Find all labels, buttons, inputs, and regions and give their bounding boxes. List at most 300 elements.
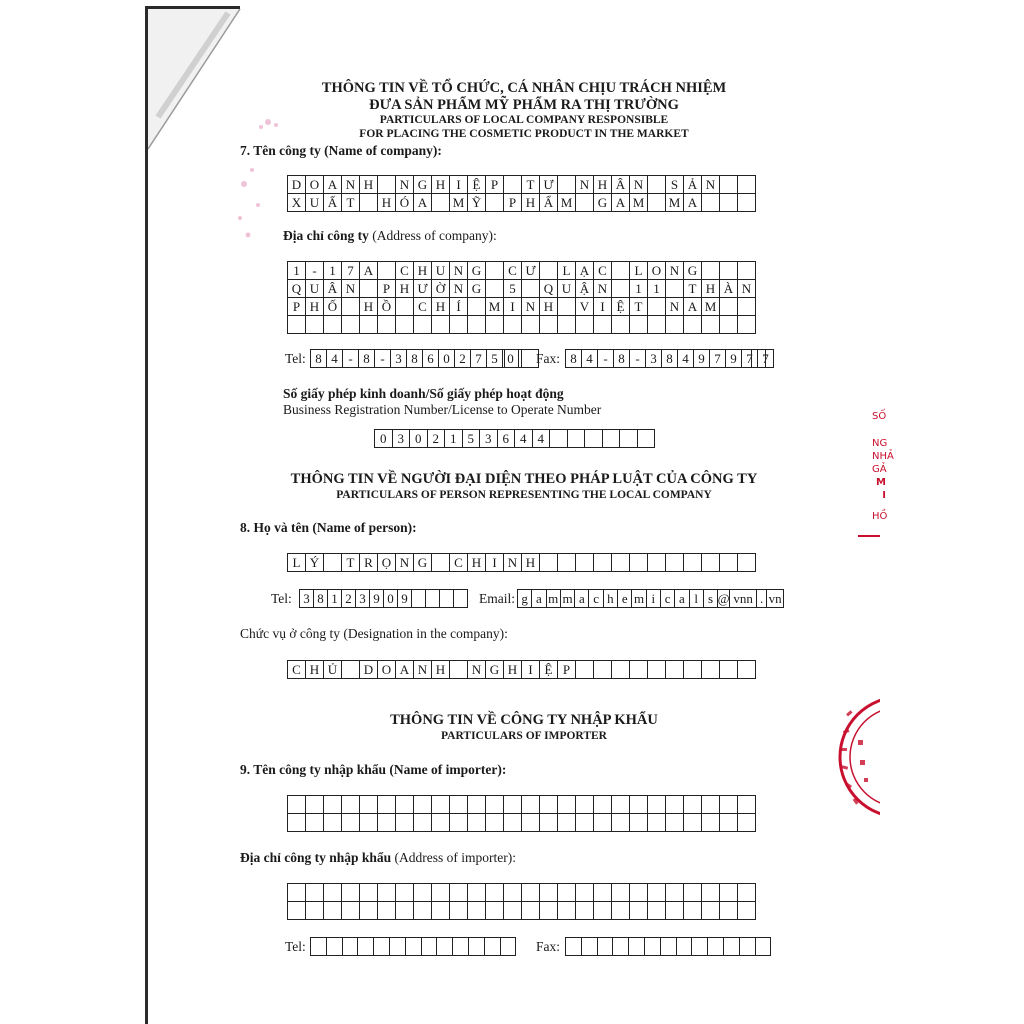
grid-cell: [702, 661, 720, 679]
grid-cell: [486, 814, 504, 832]
grid-cell: T: [522, 176, 540, 194]
grid-cell: 1: [324, 262, 342, 280]
grid-cell: N: [396, 554, 414, 572]
company-tel-label: Tel:: [285, 351, 306, 366]
grid-cell: [648, 884, 666, 902]
grid-cell: [468, 814, 486, 832]
grid-cell: [630, 554, 648, 572]
grid-cell: [390, 938, 406, 956]
grid-cell: I: [594, 298, 612, 316]
grid-cell: G: [594, 194, 612, 212]
person-name-grid[interactable]: [287, 553, 756, 572]
grid-cell: [504, 814, 522, 832]
grid-cell: [288, 796, 306, 814]
grid-cell: [738, 902, 756, 920]
grid-cell: [630, 796, 648, 814]
grid-cell: [550, 430, 568, 448]
grid-cell: i: [647, 590, 661, 608]
grid-cell: T: [684, 280, 702, 298]
grid-cell: M: [558, 194, 576, 212]
grid-cell: H: [594, 176, 612, 194]
grid-cell: [504, 796, 522, 814]
grid-cell: N: [630, 176, 648, 194]
grid-cell: 9: [694, 350, 710, 368]
grid-cell: [585, 430, 603, 448]
grid-cell: l: [690, 590, 704, 608]
grid-cell: g: [518, 590, 532, 608]
grid-cell: S: [666, 176, 684, 194]
grid-cell: .: [757, 590, 767, 608]
grid-cell: 3: [480, 430, 498, 448]
grid-cell: N: [396, 176, 414, 194]
grid-cell: [702, 194, 720, 212]
grid-cell: [630, 316, 648, 334]
grid-cell: [486, 262, 504, 280]
grid-cell: Ư: [522, 262, 540, 280]
grid-cell: A: [684, 194, 702, 212]
grid-cell: [738, 194, 756, 212]
grid-cell: [432, 194, 450, 212]
grid-cell: C: [504, 262, 522, 280]
grid-cell: Í: [450, 298, 468, 316]
grid-cell: U: [558, 280, 576, 298]
grid-cell: [720, 554, 738, 572]
grid-cell: Ả: [684, 176, 702, 194]
grid-cell: [738, 316, 756, 334]
grid-cell: [630, 814, 648, 832]
grid-cell: [720, 796, 738, 814]
grid-cell: 7: [742, 350, 758, 368]
grid-cell: [720, 194, 738, 212]
grid-cell: [414, 902, 432, 920]
grid-cell: [738, 884, 756, 902]
grid-cell: 4: [582, 350, 598, 368]
grid-cell: [612, 814, 630, 832]
grid-cell: [702, 884, 720, 902]
grid-cell: [522, 884, 540, 902]
grid-cell: [414, 884, 432, 902]
grid-cell: Ư: [414, 280, 432, 298]
grid-cell: [396, 298, 414, 316]
grid-cell: M: [666, 194, 684, 212]
grid-cell: I: [450, 176, 468, 194]
grid-cell: [486, 796, 504, 814]
grid-cell: [661, 938, 677, 956]
grid-cell: G: [414, 176, 432, 194]
grid-cell: [378, 814, 396, 832]
grid-cell: [720, 661, 738, 679]
company-tel-extra-cells[interactable]: [504, 349, 539, 368]
grid-cell: M: [486, 298, 504, 316]
grid-cell: N: [522, 298, 540, 316]
grid-cell: [378, 884, 396, 902]
grid-cell: 4: [515, 430, 533, 448]
grid-cell: O: [378, 661, 396, 679]
grid-cell: 1: [288, 262, 306, 280]
grid-cell: [648, 796, 666, 814]
grid-cell: 8: [662, 350, 678, 368]
grid-cell: [558, 554, 576, 572]
grid-cell: 7: [710, 350, 726, 368]
grid-cell: [558, 298, 576, 316]
grid-cell: [684, 902, 702, 920]
grid-cell: [720, 902, 738, 920]
grid-cell: [522, 280, 540, 298]
grid-cell: [576, 554, 594, 572]
grid-cell: [576, 661, 594, 679]
grid-cell: 3: [300, 590, 314, 608]
grid-cell: C: [414, 298, 432, 316]
importer-name-grid[interactable]: [287, 795, 756, 832]
grid-cell: 9: [398, 590, 412, 608]
importer-address-grid[interactable]: [287, 883, 756, 920]
grid-cell: N: [666, 262, 684, 280]
grid-cell: 2: [428, 430, 446, 448]
grid-cell: R: [360, 554, 378, 572]
grid-cell: [522, 316, 540, 334]
grid-cell: N: [504, 554, 522, 572]
license-number-grid[interactable]: [374, 429, 655, 448]
grid-cell: [378, 262, 396, 280]
grid-cell: Q: [540, 280, 558, 298]
grid-cell: [342, 298, 360, 316]
grid-cell: P: [378, 280, 396, 298]
grid-cell: [422, 938, 438, 956]
grid-cell: [684, 316, 702, 334]
grid-cell: 0: [410, 430, 428, 448]
grid-cell: U: [306, 194, 324, 212]
grid-cell: [630, 884, 648, 902]
designation-label: Chức vụ ở công ty (Designation in the company):: [240, 626, 508, 641]
grid-cell: P: [504, 194, 522, 212]
grid-cell: 8: [311, 350, 327, 368]
grid-cell: N: [414, 661, 432, 679]
grid-cell: [450, 884, 468, 902]
grid-cell: [558, 814, 576, 832]
grid-cell: [440, 590, 454, 608]
grid-cell: C: [594, 262, 612, 280]
grid-cell: [450, 902, 468, 920]
grid-cell: [342, 796, 360, 814]
company-address-grid[interactable]: [287, 261, 756, 334]
grid-cell: 2: [455, 350, 471, 368]
grid-cell: [576, 884, 594, 902]
grid-cell: [540, 262, 558, 280]
grid-cell: [612, 316, 630, 334]
grid-cell: Ẩ: [540, 194, 558, 212]
grid-cell: [666, 661, 684, 679]
grid-cell: Ố: [324, 298, 342, 316]
grid-cell: 1: [648, 280, 666, 298]
grid-cell: [576, 194, 594, 212]
company-name-grid[interactable]: [287, 175, 756, 212]
grid-cell: G: [468, 280, 486, 298]
grid-cell: [414, 796, 432, 814]
grid-cell: [648, 194, 666, 212]
importer-title-en: PARTICULARS OF IMPORTER: [441, 730, 607, 742]
grid-cell: [504, 902, 522, 920]
grid-cell: [666, 902, 684, 920]
grid-cell: H: [522, 194, 540, 212]
grid-cell: [360, 194, 378, 212]
grid-cell: [306, 902, 324, 920]
company-fax-grid[interactable]: [565, 349, 774, 368]
grid-cell: [454, 590, 468, 608]
grid-cell: M: [630, 194, 648, 212]
grid-cell: 4: [533, 430, 551, 448]
grid-cell: a: [532, 590, 546, 608]
grid-cell: T: [630, 298, 648, 316]
grid-cell: L: [288, 554, 306, 572]
grid-cell: [648, 554, 666, 572]
grid-cell: [324, 814, 342, 832]
grid-cell: [378, 176, 396, 194]
license-label-vi: Số giấy phép kinh doanh/Số giấy phép hoạt động: [283, 386, 564, 401]
grid-cell: Ọ: [378, 554, 396, 572]
grid-cell: [708, 938, 724, 956]
grid-cell: [342, 316, 360, 334]
grid-cell: 0: [375, 430, 393, 448]
grid-cell: [432, 796, 450, 814]
grid-cell: H: [306, 298, 324, 316]
person-email-grid[interactable]: [517, 589, 784, 608]
grid-cell: A: [414, 194, 432, 212]
grid-cell: 8: [566, 350, 582, 368]
grid-cell: D: [288, 176, 306, 194]
grid-cell: [324, 316, 342, 334]
importer-tel-label: Tel:: [285, 939, 306, 954]
grid-cell: C: [288, 661, 306, 679]
grid-cell: H: [522, 554, 540, 572]
grid-cell: N: [666, 298, 684, 316]
grid-cell: c: [661, 590, 675, 608]
grid-cell: 6: [423, 350, 439, 368]
grid-cell: [468, 298, 486, 316]
grid-cell: -: [375, 350, 391, 368]
representative-title-vi: THÔNG TIN VỀ NGƯỜI ĐẠI DIỆN THEO PHÁP LUẬT CỦA CÔNG TY: [290, 471, 758, 487]
grid-cell: Ủ: [324, 661, 342, 679]
grid-cell: [396, 814, 414, 832]
grid-cell: [594, 316, 612, 334]
importer-fax-label: Fax:: [536, 939, 561, 954]
section-title-vi-line2: ĐƯA SẢN PHẨM MỸ PHẨM RA THỊ TRƯỜNG: [369, 97, 679, 113]
grid-cell: vn: [767, 590, 784, 608]
grid-cell: [684, 814, 702, 832]
grid-cell: N: [342, 176, 360, 194]
grid-cell: [396, 884, 414, 902]
grid-cell: [684, 554, 702, 572]
grid-cell: [505, 350, 522, 368]
grid-cell: [324, 796, 342, 814]
grid-cell: 8: [614, 350, 630, 368]
grid-cell: H: [414, 262, 432, 280]
grid-cell: [414, 814, 432, 832]
grid-cell: [648, 814, 666, 832]
grid-cell: a: [575, 590, 589, 608]
grid-cell: [522, 902, 540, 920]
person-email-label: Email:: [479, 591, 515, 606]
grid-cell: [738, 176, 756, 194]
grid-cell: [594, 661, 612, 679]
grid-cell: I: [522, 661, 540, 679]
grid-cell: 5: [487, 350, 503, 368]
grid-cell: [288, 316, 306, 334]
grid-cell: [630, 902, 648, 920]
grid-cell: [432, 316, 450, 334]
company-fax-label: Fax:: [536, 351, 561, 366]
grid-cell: [684, 661, 702, 679]
grid-cell: Ệ: [612, 298, 630, 316]
section-title-vi-line1: THÔNG TIN VỀ TỔ CHỨC, CÁ NHÂN CHỊU TRÁCH NHIỆM: [321, 80, 727, 96]
grid-cell: [645, 938, 661, 956]
grid-cell: [450, 316, 468, 334]
grid-cell: [738, 262, 756, 280]
grid-cell: U: [306, 280, 324, 298]
grid-cell: [432, 884, 450, 902]
grid-cell: [396, 316, 414, 334]
grid-cell: [288, 884, 306, 902]
person-tel-label: Tel:: [271, 591, 292, 606]
importer-tel-grid[interactable]: [310, 937, 516, 956]
grid-cell: [450, 661, 468, 679]
grid-cell: [598, 938, 614, 956]
grid-cell: [558, 176, 576, 194]
company-tel-grid[interactable]: [310, 349, 519, 368]
grid-cell: [437, 938, 453, 956]
grid-cell: [684, 796, 702, 814]
grid-cell: [648, 298, 666, 316]
importer-title-vi: THÔNG TIN VỀ CÔNG TY NHẬP KHẨU: [390, 712, 658, 728]
grid-cell: H: [432, 176, 450, 194]
grid-cell: 7: [342, 262, 360, 280]
grid-cell: [738, 554, 756, 572]
grid-cell: [342, 884, 360, 902]
grid-cell: C: [396, 262, 414, 280]
grid-cell: [666, 554, 684, 572]
grid-cell: 1: [445, 430, 463, 448]
grid-cell: [740, 938, 756, 956]
grid-cell: [360, 884, 378, 902]
grid-cell: [522, 814, 540, 832]
grid-cell: [594, 554, 612, 572]
grid-cell: [594, 814, 612, 832]
grid-cell: D: [360, 661, 378, 679]
grid-cell: Ỹ: [468, 194, 486, 212]
grid-cell: a: [675, 590, 689, 608]
grid-cell: [702, 796, 720, 814]
grid-cell: [324, 554, 342, 572]
grid-cell: H: [540, 298, 558, 316]
grid-cell: [752, 350, 766, 368]
grid-cell: [522, 796, 540, 814]
grid-cell: [738, 814, 756, 832]
grid-cell: [666, 796, 684, 814]
grid-cell: [566, 938, 582, 956]
importer-fax-grid[interactable]: [565, 937, 771, 956]
grid-cell: [378, 316, 396, 334]
grid-cell: N: [468, 661, 486, 679]
grid-cell: [343, 938, 359, 956]
grid-cell: [620, 430, 638, 448]
grid-cell: vnn: [730, 590, 757, 608]
grid-cell: [702, 814, 720, 832]
company-address-label: Địa chỉ công ty (Address of company):: [283, 228, 497, 243]
grid-cell: [453, 938, 469, 956]
grid-cell: G: [684, 262, 702, 280]
grid-cell: [692, 938, 708, 956]
grid-cell: [720, 262, 738, 280]
designation-grid[interactable]: [287, 660, 756, 679]
grid-cell: [540, 884, 558, 902]
grid-cell: I: [486, 554, 504, 572]
representative-title-en: PARTICULARS OF PERSON REPRESENTING THE LOCAL COMPANY: [336, 489, 712, 501]
grid-cell: 0: [439, 350, 455, 368]
grid-cell: L: [630, 262, 648, 280]
grid-cell: [756, 938, 772, 956]
grid-cell: U: [432, 262, 450, 280]
grid-cell: [311, 938, 327, 956]
grid-cell: [666, 814, 684, 832]
company-fax-extra-cell[interactable]: [751, 349, 766, 368]
grid-cell: 2: [342, 590, 356, 608]
grid-cell: 1: [630, 280, 648, 298]
grid-cell: [738, 298, 756, 316]
grid-cell: [629, 938, 645, 956]
round-red-seal: [838, 682, 880, 832]
grid-cell: V: [576, 298, 594, 316]
person-tel-grid[interactable]: [299, 589, 468, 608]
grid-cell: [594, 884, 612, 902]
grid-cell: c: [589, 590, 603, 608]
grid-cell: s: [704, 590, 718, 608]
grid-cell: @: [717, 591, 730, 606]
grid-cell: -: [630, 350, 646, 368]
grid-cell: 3: [356, 590, 370, 608]
grid-cell: H: [360, 176, 378, 194]
grid-cell: [358, 938, 374, 956]
grid-cell: [426, 590, 440, 608]
grid-cell: 5: [504, 280, 522, 298]
grid-cell: 6: [498, 430, 516, 448]
grid-cell: H: [504, 661, 522, 679]
grid-cell: [684, 884, 702, 902]
grid-cell: [594, 902, 612, 920]
grid-cell: [486, 280, 504, 298]
grid-cell: [504, 884, 522, 902]
grid-cell: [288, 902, 306, 920]
grid-cell: [558, 902, 576, 920]
grid-cell: [540, 814, 558, 832]
grid-cell: [720, 176, 738, 194]
grid-cell: [558, 884, 576, 902]
edge-stamp-fragment: SỐ NG NHẢ GẢ M I HỒ: [872, 411, 894, 522]
grid-cell: [324, 884, 342, 902]
grid-cell: [738, 796, 756, 814]
grid-cell: [568, 430, 586, 448]
grid-cell: 9: [726, 350, 742, 368]
grid-cell: [486, 884, 504, 902]
grid-cell: Ệ: [468, 176, 486, 194]
grid-cell: M: [702, 298, 720, 316]
grid-cell: P: [558, 661, 576, 679]
grid-cell: P: [486, 176, 504, 194]
grid-cell: [720, 316, 738, 334]
grid-cell: N: [342, 280, 360, 298]
grid-cell: [630, 661, 648, 679]
grid-cell: [612, 884, 630, 902]
grid-cell: [486, 316, 504, 334]
grid-cell: H: [702, 280, 720, 298]
